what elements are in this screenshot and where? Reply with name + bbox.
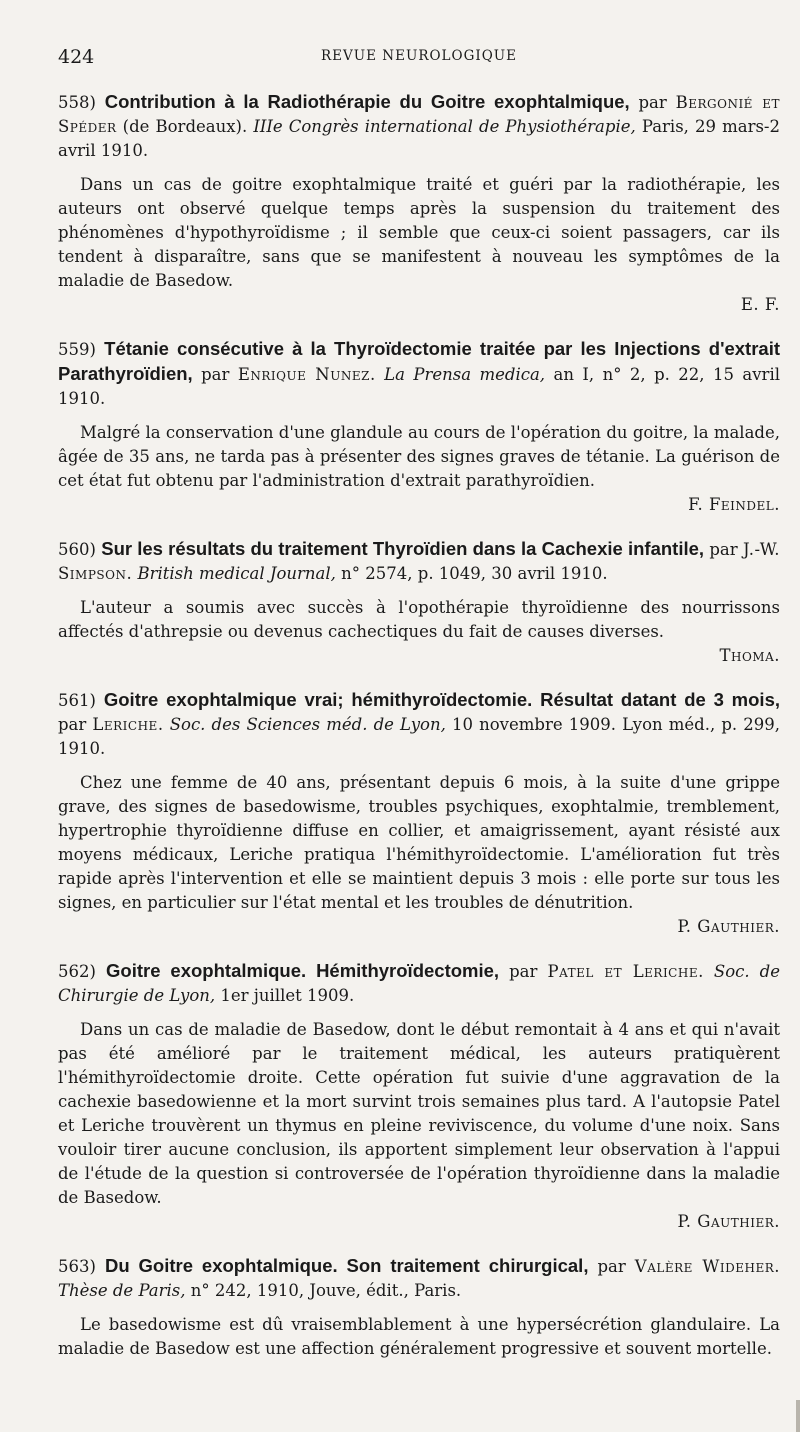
- abstract-entry: [58, 90, 780, 317]
- abstract-entry: [58, 959, 780, 1234]
- entry-abstract: Dans un cas de maladie de Basedow, dont le début remontait à 4 ans et qui n'avait pas été amélioré par le traitement médical, les auteurs pratiquèrent l'hémithyroïdectomie droite. Cette opération fut suivie d'une aggravation de la cachexie basedowienne et la mort survint trois semaines plus tard. A l'autopsie Patel et Leriche trouvèrent un thymus en pleine reviviscence, du volume d'une noix. Sans vouloir tirer aucune conclusion, ils apportent simplement leur observation à l'appui de l'étude de la question si controversée de l'opération thyroïdienne dans la maladie de Basedow.: [58, 1020, 780, 1207]
- entry-journal: Thèse de Paris,: [58, 1281, 186, 1300]
- citation: [58, 537, 780, 586]
- citation: [58, 1254, 780, 1303]
- entry-authors: Leriche.: [92, 715, 164, 734]
- entry-signature: F. Feindel.: [688, 495, 780, 514]
- par-word: par: [588, 1257, 635, 1276]
- entry-number: 559): [58, 340, 96, 359]
- entry-signature: P. Gauthier.: [677, 917, 780, 936]
- citation: [58, 688, 780, 761]
- entry-abstract: Le basedowisme est dû vraisemblablement à une hypersécrétion glandulaire. La maladie de Basedow est une affection généralement progressive et souvent mortelle.: [58, 1315, 780, 1358]
- abstract-entry: [58, 1254, 780, 1361]
- entry-abstract: Chez une femme de 40 ans, présentant depuis 6 mois, à la suite d'une grippe grave, des signes de basedowisme, troubles psychiques, exophtalmie, tremblement, hypertrophie thyroïdienne diffuse en collier, et amaigrissement, ayant résisté aux moyens médicaux, Leriche pratiqua l'hémithyroïdectomie. L'amélioration fut très rapide après l'intervention et elle se maintient depuis 3 mois : elle porte sur tous les signes, en particulier sur l'état mental et les troubles de dénutrition.: [58, 773, 780, 912]
- entry-affiliation: [376, 365, 384, 384]
- entry-journal: Soc. des Sciences méd. de Lyon,: [169, 715, 446, 734]
- entry-details: 10 novembre 1909. Lyon méd., p. 299, 1910.: [58, 715, 780, 758]
- entry-signature: Thoma.: [719, 646, 780, 665]
- entry-details: n° 242, 1910, Jouve, édit., Paris.: [185, 1281, 462, 1300]
- entry-number: 558): [58, 93, 96, 112]
- entries-list: [58, 90, 780, 1361]
- entry-journal: La Prensa medica,: [384, 365, 546, 384]
- entry-abstract: Dans un cas de goitre exophtalmique traité et guéri par la radiothérapie, les auteurs ont observé quelque temps après la suspension du traitement des phénomènes d'hypothyroïdisme ; il semble que ceux-ci soient passagers, car ils tendent à disparaître, sans que se manifestent à nouveau les symptômes de la maladie de Basedow.: [58, 175, 780, 290]
- par-word: par: [192, 365, 238, 384]
- par-word: par: [58, 715, 93, 734]
- entry-details: an I, n° 2, p. 22, 15 avril 1910.: [58, 365, 781, 408]
- page-number: 424: [58, 46, 95, 68]
- page-header: [58, 46, 780, 68]
- page-edge-shadow: [796, 1400, 800, 1432]
- entry-number: 561): [58, 691, 96, 710]
- entry-title: Goitre exophtalmique. Hémithyroïdectomie,: [106, 960, 500, 981]
- entry-authors: Bergonié et Spéder: [58, 93, 780, 136]
- par-word: par: [499, 962, 548, 981]
- page: [58, 46, 780, 1361]
- entry-details: n° 2574, p. 1049, 30 avril 1910.: [335, 564, 608, 583]
- running-head: REVUE NEUROLOGIQUE: [320, 48, 518, 64]
- par-word: par: [629, 93, 676, 112]
- entry-abstract: Malgré la conservation d'une glandule au cours de l'opération du goitre, la malade, âgée de 35 ans, ne tarda pas à présenter des signes graves de tétanie. La guérison de cet état fut obtenu par l'administration d'extrait parathyroïdien.: [58, 423, 780, 490]
- entry-affiliation: (de Bordeaux).: [116, 117, 254, 136]
- entry-signature: E. F.: [740, 295, 780, 314]
- entry-signature: P. Gauthier.: [677, 1212, 780, 1231]
- citation: [58, 90, 780, 163]
- entry-number: 562): [58, 962, 96, 981]
- entry-details: 1er juillet 1909.: [215, 986, 355, 1005]
- entry-title: Contribution à la Radiothérapie du Goitre exophtalmique,: [104, 91, 630, 112]
- entry-authors: J.-W. Simpson.: [58, 540, 781, 583]
- entry-authors: Patel et Leriche.: [547, 962, 704, 981]
- entry-journal: British medical Journal,: [137, 564, 336, 583]
- entry-number: 560): [58, 540, 96, 559]
- entry-journal: Soc. de Chirurgie de Lyon,: [58, 962, 781, 1005]
- abstract-entry: [58, 337, 780, 517]
- entry-title: Goitre exophtalmique vrai; hémithyroïdectomie. Résultat datant de 3 mois,: [103, 689, 780, 710]
- entry-authors: Enrique Nunez.: [237, 365, 376, 384]
- entry-authors: Valère Wideher.: [634, 1257, 781, 1276]
- entry-title: Sur les résultats du traitement Thyroïdien dans la Cachexie infantile,: [101, 538, 705, 559]
- entry-title: Tétanie consécutive à la Thyroïdectomie traitée par les Injections d'extrait Parathyroïdien,: [58, 338, 780, 384]
- entry-journal: IIIe Congrès international de Physiothérapie,: [253, 117, 636, 136]
- entry-abstract: L'auteur a soumis avec succès à l'opothérapie thyroïdienne des nourrissons affectés d'athrepsie ou devenus cachectiques du fait de causes diverses.: [58, 598, 780, 641]
- citation: [58, 337, 780, 411]
- abstract-entry: [58, 688, 780, 939]
- entry-details: Paris, 29 mars-2 avril 1910.: [58, 117, 780, 160]
- entry-affiliation: [704, 962, 714, 981]
- citation: [58, 959, 780, 1008]
- entry-number: 563): [58, 1257, 96, 1276]
- entry-title: Du Goitre exophtalmique. Son traitement chirurgical,: [104, 1255, 589, 1276]
- par-word: par: [704, 540, 743, 559]
- abstract-entry: [58, 537, 780, 668]
